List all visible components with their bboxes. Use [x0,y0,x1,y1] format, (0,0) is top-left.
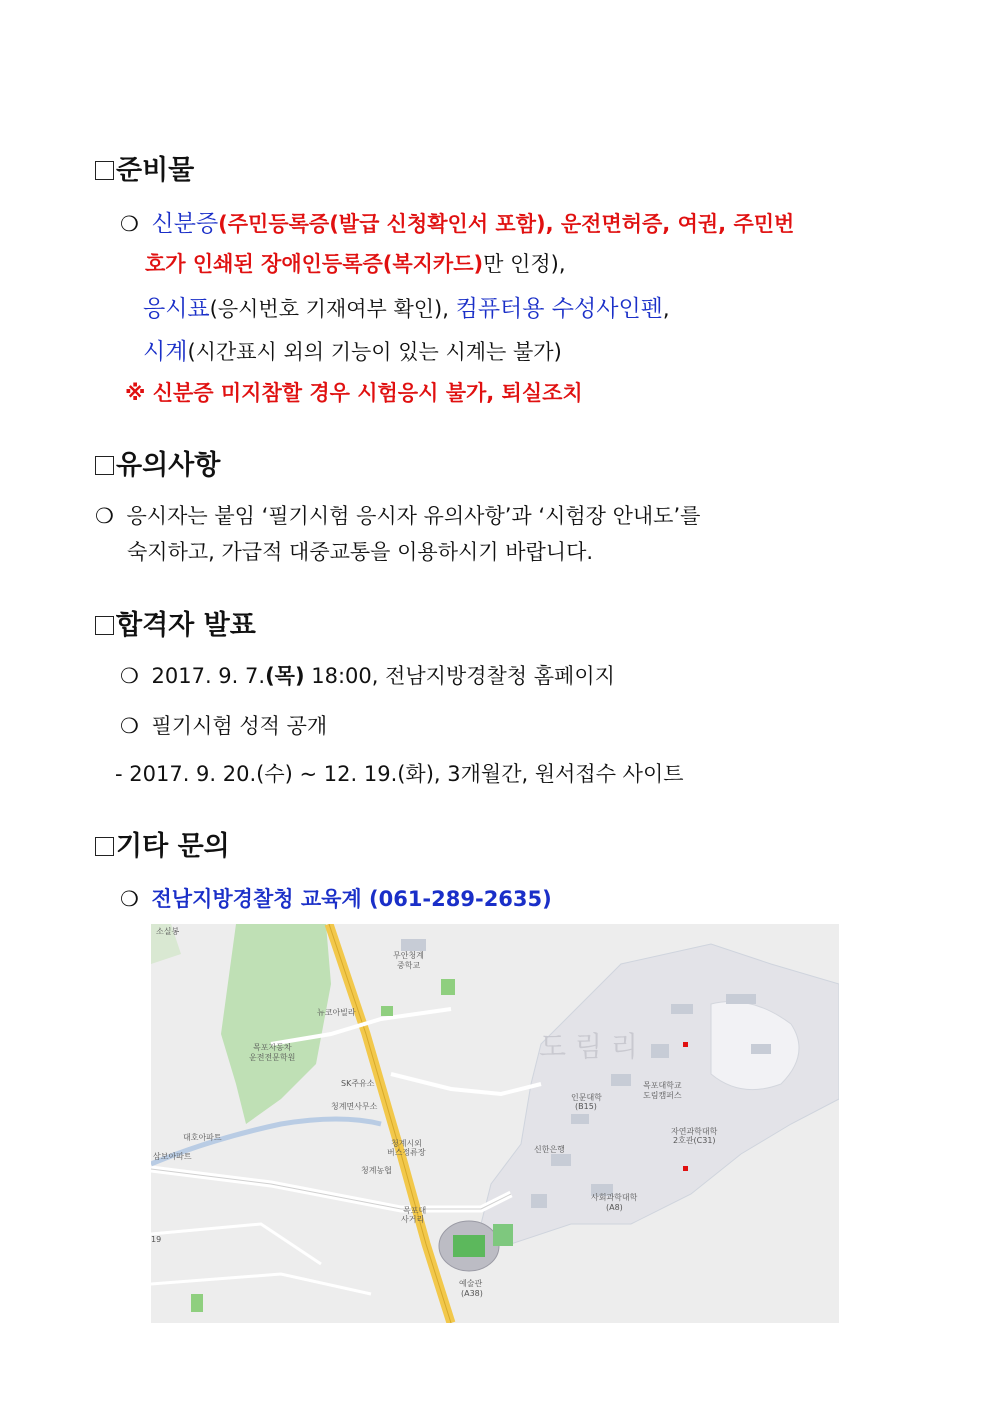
contact-info: 전남지방경찰청 교육계 (061-289-2635) [151,887,552,911]
contact-line [120,883,552,913]
map-label: 목포대학교 [643,1081,682,1090]
notes-line-1 [95,500,700,530]
id-detail: (주민등록증(발급 신청확인서 포함), 운전면허증, 여권, 주민번 [218,212,795,236]
checkbox-icon [95,837,114,856]
map-label: SK주유소 [341,1079,375,1088]
map-svg [151,924,839,1323]
id-detail-2: 호가 인쇄된 장애인등록증(복지카드) [145,252,484,276]
map-field [493,1224,513,1246]
section-title-prep: 준비물 [95,148,194,187]
map-label: 버스정류장 [387,1148,426,1157]
map-marker [683,1166,688,1171]
scores-text: 필기시험 성적 공개 [151,714,328,738]
prep-line-3 [143,290,670,323]
map-label: (A38) [461,1289,483,1298]
section-title-contact: 기타 문의 [95,824,230,863]
map-label: 사회과학대학 [591,1193,638,1202]
map-label: 사거리 [401,1215,425,1224]
result-line-2 [120,710,327,740]
notes-text-1: 응시자는 붙임 ‘필기시험 응시자 유의사항’과 ‘시험장 안내도’를 [126,504,701,528]
map-label: 인문대학 [571,1093,602,1102]
map-marker [683,1042,688,1047]
prep-warning: ※ 신분증 미지참할 경우 시험응시 불가, 퇴실조치 [125,381,583,405]
map-park [381,1006,393,1016]
id-label: 신분증 [151,211,219,237]
result-time-place: 18:00, 전남지방경찰청 홈페이지 [304,664,615,688]
map-label: 운전전문학원 [249,1053,296,1062]
prep-line-2 [145,248,566,278]
map-label: 청계농협 [361,1166,392,1175]
result-day: (목) [265,664,305,688]
pen-label: 컴퓨터용 수성사인펜 [455,296,663,322]
map-label: 예술관 [459,1279,483,1288]
pen-tail: , [662,297,670,321]
map-park [441,979,455,995]
map-label: 소실봉 [156,927,180,936]
result-line-1 [120,660,615,690]
scores-detail: - 2017. 9. 20.(수) ~ 12. 19.(화), 3개월간, 원서접수 사이트 [115,762,684,786]
bullet-icon: ❍ [95,504,114,528]
map-label: 도림캠퍼스 [643,1091,682,1100]
map-label: (A8) [606,1203,623,1212]
location-map[interactable] [151,924,839,1323]
ticket-detail: (응시번호 기재여부 확인), [209,297,456,321]
id-detail-tail: 만 인정), [483,252,566,276]
bullet-icon: ❍ [120,664,139,688]
map-label: 19 [151,1235,162,1244]
watch-detail: (시간표시 외의 기능이 있는 시계는 불가) [187,340,562,364]
map-label-area: 도 림 리 [539,1030,638,1063]
result-date: 2017. 9. 7. [151,664,266,688]
ticket-label: 응시표 [143,296,210,322]
map-label: 신한은행 [534,1145,565,1154]
notes-line-2: 숙지하고, 가급적 대중교통을 이용하시기 바랍니다. [127,540,594,564]
map-label: 청계시외 [391,1139,422,1148]
prep-line-1 [120,205,794,238]
map-label: 중학교 [397,961,421,970]
bullet-icon: ❍ [120,212,139,236]
checkbox-icon [95,616,114,635]
map-label: 목포대 [403,1206,427,1215]
watch-label: 시계 [143,339,188,365]
prep-line-4 [143,333,562,366]
map-label: 삼보아파트 [153,1152,192,1161]
map-label: 청계면사무소 [331,1102,378,1111]
section-title-notes: 유의사항 [95,443,220,482]
map-label: 대호아파트 [183,1133,222,1142]
map-label: 2호관(C31) [673,1136,716,1145]
map-label: 무안청계 [393,951,424,960]
checkbox-icon [95,161,114,180]
map-label: (B15) [575,1102,597,1111]
checkbox-icon [95,456,114,475]
map-label: 목포자동차 [253,1043,292,1052]
map-stadium-field [453,1235,485,1257]
section-title-result: 합격자 발표 [95,603,256,642]
map-label: 자연과학대학 [671,1127,718,1136]
bullet-icon: ❍ [120,887,139,911]
map-label: 뉴코아빌라 [317,1008,356,1017]
map-park [191,1294,203,1312]
bullet-icon: ❍ [120,714,139,738]
